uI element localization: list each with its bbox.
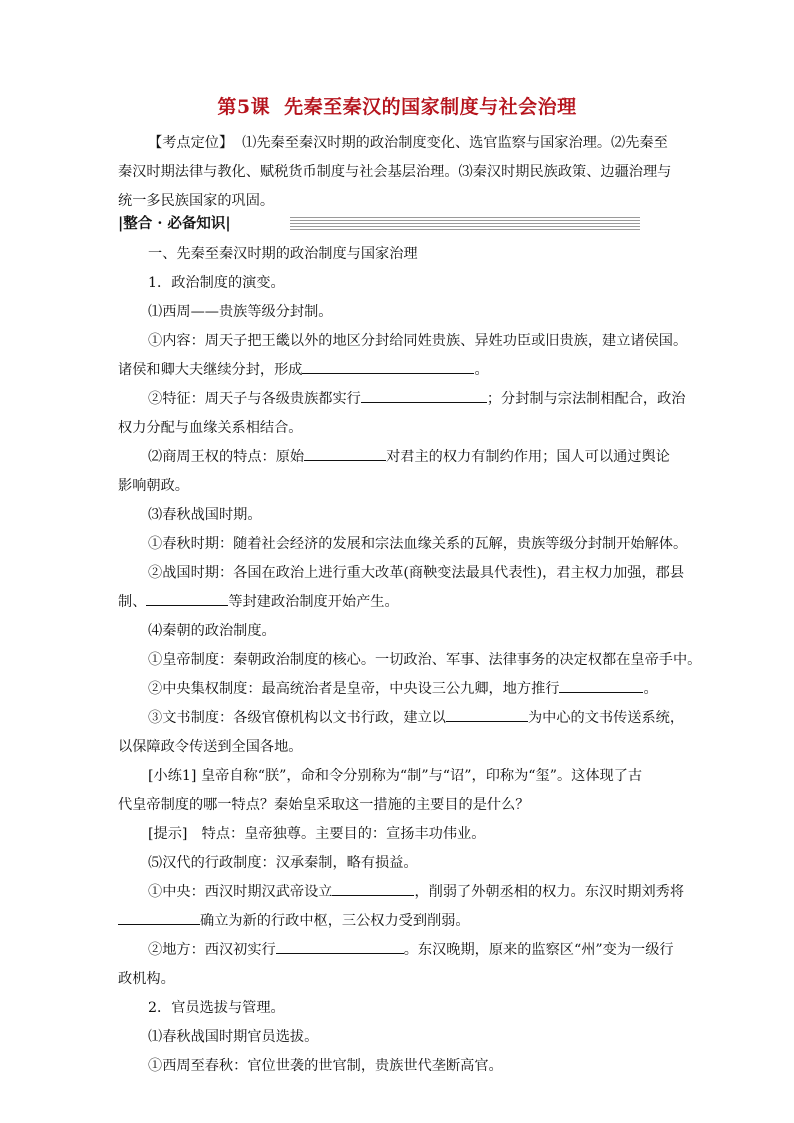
paragraph-line: ③文书制度：各级官僚机构以文书行政，建立以 为中心的文书传送系统，: [118, 704, 678, 733]
paragraph-line: ①西周至春秋：官位世袭的世官制，贵族世代垄断高官。: [148, 1058, 503, 1074]
intro-section: [118, 129, 678, 216]
banner-hatch-decoration: [290, 216, 640, 230]
practice-hint: [提示] 特点：皇帝独尊。主要目的：宣扬丰功伟业。: [148, 826, 486, 842]
section-heading: 一、先秦至秦汉时期的政治制度与国家治理: [148, 246, 418, 262]
section-banner: [118, 212, 640, 236]
paragraph-line: 影响朝政。: [118, 478, 189, 494]
item-heading: ⑴春秋战国时期官员选拔。: [148, 1029, 319, 1045]
paragraph-line: 诸侯和卿大夫继续分封，形成 。: [118, 356, 678, 385]
paragraph-line: ①春秋时期：随着社会经济的发展和宗法血缘关系的瓦解，贵族等级分封制开始解体。: [148, 536, 688, 552]
paragraph-line: 政机构。: [118, 971, 175, 987]
fill-blank[interactable]: [276, 939, 404, 954]
lesson-number: 第5课: [217, 96, 271, 118]
paragraph-line: ②地方：西汉初实行 。东汉晚期，原来的监察区“州”变为一级行: [118, 936, 678, 965]
fill-blank[interactable]: [146, 591, 228, 606]
item-heading: ⑶春秋战国时期。: [148, 507, 262, 523]
paragraph-line: ②中央集权制度：最高统治者是皇帝，中央设三公九卿，地方推行 。: [118, 675, 678, 704]
banner-label: |整合 · 必备知识|: [118, 212, 235, 236]
intro-label: 【考点定位】: [148, 135, 234, 151]
fill-blank[interactable]: [302, 359, 474, 374]
paragraph-line: ②特征：周天子与各级贵族都实行 ；分封制与宗法制相配合，政治: [118, 385, 678, 414]
paragraph-line: 以保障政令传送到全国各地。: [118, 739, 303, 755]
paragraph-line: ①皇帝制度：秦朝政治制度的核心。一切政治、军事、法律事务的决定权都在皇帝手中。: [148, 652, 702, 668]
paragraph-line: 制、 等封建政治制度开始产生。: [118, 588, 678, 617]
paragraph-line: ①中央：西汉时期汉武帝设立 ，削弱了外朝丞相的权力。东汉时期刘秀将: [118, 878, 678, 907]
intro-text-1: ⑴先秦至秦汉时期的政治制度变化、选官监察与国家治理。⑵先秦至: [242, 135, 668, 151]
lesson-name: 先秦至秦汉的国家制度与社会治理: [284, 96, 577, 118]
paragraph-line: ①内容：周天子把王畿以外的地区分封给同姓贵族、异姓功臣或旧贵族，建立诸侯国。: [148, 333, 688, 349]
paragraph-line: ②战国时期：各国在政治上进行重大改革(商鞅变法最具代表性)，君主权力加强，郡县: [148, 565, 685, 581]
item-heading: ⑷秦朝的政治制度。: [148, 623, 276, 639]
fill-blank[interactable]: [446, 707, 528, 722]
practice-question: 代皇帝制度的哪一特点？秦始皇采取这一措施的主要目的是什么？: [118, 797, 530, 813]
paragraph-line: 确立为新的行政中枢，三公权力受到削弱。: [118, 907, 678, 936]
main-body: [118, 240, 702, 1081]
item-heading: ⑴西周——贵族等级分封制。: [148, 304, 333, 320]
sub-heading: 1．政治制度的演变。: [148, 275, 285, 291]
paragraph-line: 权力分配与血缘关系相结合。: [118, 420, 303, 436]
fill-blank[interactable]: [361, 388, 487, 403]
fill-blank[interactable]: [332, 881, 414, 896]
item-heading: ⑸汉代的行政制度：汉承秦制，略有损益。: [148, 855, 418, 871]
practice-question: [小练1] 皇帝自称“朕”，命和令分别称为“制”与“诏”，印称为“玺”。这体现了古: [148, 768, 643, 784]
fill-blank[interactable]: [304, 446, 386, 461]
intro-text-3: 统一多民族国家的巩固。: [118, 193, 275, 209]
fill-blank[interactable]: [118, 910, 200, 925]
sub-heading: 2．官员选拔与管理。: [148, 1000, 285, 1016]
intro-text-2: 秦汉时期法律与教化、赋税货币制度与社会基层治理。⑶秦汉时期民族政策、边疆治理与: [118, 164, 672, 180]
lesson-title: [0, 92, 794, 119]
fill-blank[interactable]: [559, 678, 643, 693]
paragraph-line: ⑵商周王权的特点：原始 对君主的权力有制约作用；国人可以通过舆论: [118, 443, 678, 472]
